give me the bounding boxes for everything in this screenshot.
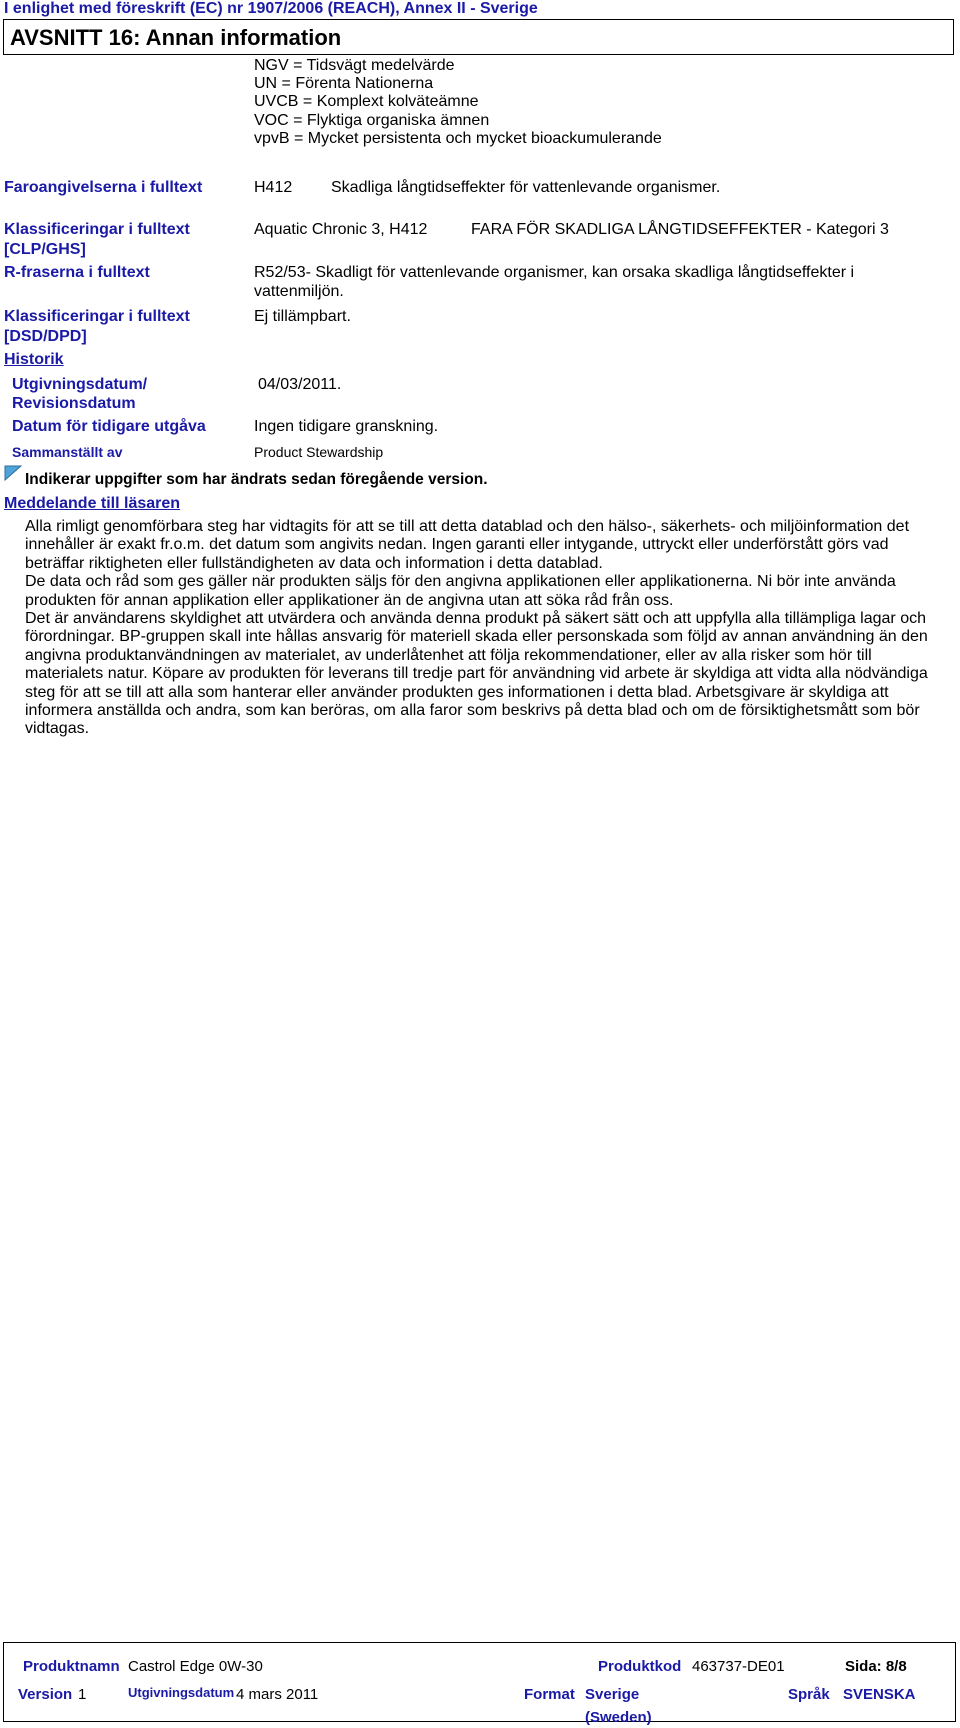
abbreviation-item: vpvB = Mycket persistenta och mycket bioackumulerande xyxy=(254,130,662,147)
notice-paragraph: De data och råd som ges gäller när produkten säljs för den angivna applikationen eller applikationerna. Ni bör inte använda produkten för annan applikation eller applikationer än de angivna utan att söka råd från oss. xyxy=(25,573,896,609)
issue-date-footer-label: Utgivningsdatum xyxy=(128,1685,235,1700)
version-label: Version xyxy=(18,1686,73,1703)
product-code: 463737-DE01 xyxy=(692,1658,785,1675)
classification-dsd-label-sub: [DSD/DPD] xyxy=(4,328,87,345)
issue-date-value: 04/03/2011. xyxy=(258,376,342,393)
previous-edition-label: Datum för tidigare utgåva xyxy=(12,418,206,435)
change-indicator-text: Indikerar uppgifter som har ändrats sedan föregående version. xyxy=(25,471,488,488)
r-phrases-text-cont: vattenmiljön. xyxy=(254,283,344,300)
page-number: Sida: 8/8 xyxy=(845,1658,907,1675)
issue-date-footer: 4 mars 2011 xyxy=(236,1686,319,1703)
product-code-label: Produktkod xyxy=(598,1658,682,1675)
section-title: AVSNITT 16: Annan information xyxy=(10,25,342,50)
notice-heading: Meddelande till läsaren xyxy=(4,495,181,512)
regulation-header: I enlighet med föreskrift (EC) nr 1907/2006 (REACH), Annex II - Sverige xyxy=(4,0,538,17)
format-value-sub: (Sweden) xyxy=(585,1709,652,1726)
format-label: Format xyxy=(524,1686,575,1703)
issue-date-label: Utgivningsdatum/ xyxy=(12,376,148,393)
abbreviation-item: UN = Förenta Nationerna xyxy=(254,75,434,92)
classification-dsd-label: Klassificeringar i fulltext xyxy=(4,308,190,325)
classification-clp-text: FARA FÖR SKADLIGA LÅNGTIDSEFFEKTER - Kategori 3 xyxy=(471,221,889,238)
r-phrases-text: R52/53- Skadligt för vattenlevande organismer, kan orsaka skadliga långtidseffekter i xyxy=(254,264,855,281)
hazard-statements-label: Faroangivelserna i fulltext xyxy=(4,179,203,196)
compiled-by-value: Product Stewardship xyxy=(254,444,384,460)
classification-clp-code: Aquatic Chronic 3, H412 xyxy=(254,221,428,238)
notice-paragraph: Det är användarens skyldighet att utvärdera och använda denna produkt på säkert sätt och att uppfylla alla tillämpliga lagar och förordningar. BP-gruppen skall inte hållas ansvarig för materiell skada eller personskada som följd av annan användning än den angivna produktanvändningen av materialet, av underlåtenhet att följa rekommendationer, eller av alla risker som hör till materialets natur. Köpare av produkten för leverans till tredje part för användning vid arbete är skyldiga att vidta alla nödvändiga steg för att se till att alla som hanterar eller använder produkten ges informationen i detta blad. Arbetsgivare är skyldiga att informera anställda och andra, som kan beröras, om alla faror som beskrivs på detta blad och om de försiktighetsmått som bör vidtagas. xyxy=(25,610,928,738)
history-heading: Historik xyxy=(4,351,64,368)
hazard-code: H412 xyxy=(254,179,293,196)
previous-edition-value: Ingen tidigare granskning. xyxy=(254,418,439,435)
section-title-box xyxy=(3,19,954,55)
abbreviation-item: NGV = Tidsvägt medelvärde xyxy=(254,57,455,74)
format-value: Sverige xyxy=(585,1686,640,1703)
version-value: 1 xyxy=(78,1686,87,1703)
compiled-by-label: Sammanställt av xyxy=(12,444,123,460)
classification-clp-label-sub: [CLP/GHS] xyxy=(4,241,86,258)
language-label: Språk xyxy=(788,1686,830,1703)
notice-body xyxy=(25,518,950,739)
issue-date-label-sub: Revisionsdatum xyxy=(12,395,136,412)
change-indicator-icon xyxy=(4,465,22,481)
product-name-label: Produktnamn xyxy=(23,1658,120,1675)
hazard-text: Skadliga långtidseffekter för vattenlevande organismer. xyxy=(331,179,721,196)
footer xyxy=(3,1642,956,1726)
abbreviation-item: VOC = Flyktiga organiska ämnen xyxy=(254,112,490,129)
r-phrases-label: R-fraserna i fulltext xyxy=(4,264,150,281)
classification-dsd-value: Ej tillämpbart. xyxy=(254,308,351,325)
abbreviation-item: UVCB = Komplext kolväteämne xyxy=(254,93,479,110)
notice-paragraph: Alla rimligt genomförbara steg har vidtagits för att se till att detta datablad och den hälso-, säkerhets- och miljöinformation det innehåller är exakt fr.o.m. det datum som angivits nedan. Ingen garanti eller intygande, uttryckt eller underförstått görs vad beträffar riktigheten eller fullständigheten av data och information i detta datablad. xyxy=(25,518,910,572)
language-value: SVENSKA xyxy=(843,1686,916,1703)
classification-clp-label: Klassificeringar i fulltext xyxy=(4,221,190,238)
product-name: Castrol Edge 0W-30 xyxy=(128,1658,263,1675)
